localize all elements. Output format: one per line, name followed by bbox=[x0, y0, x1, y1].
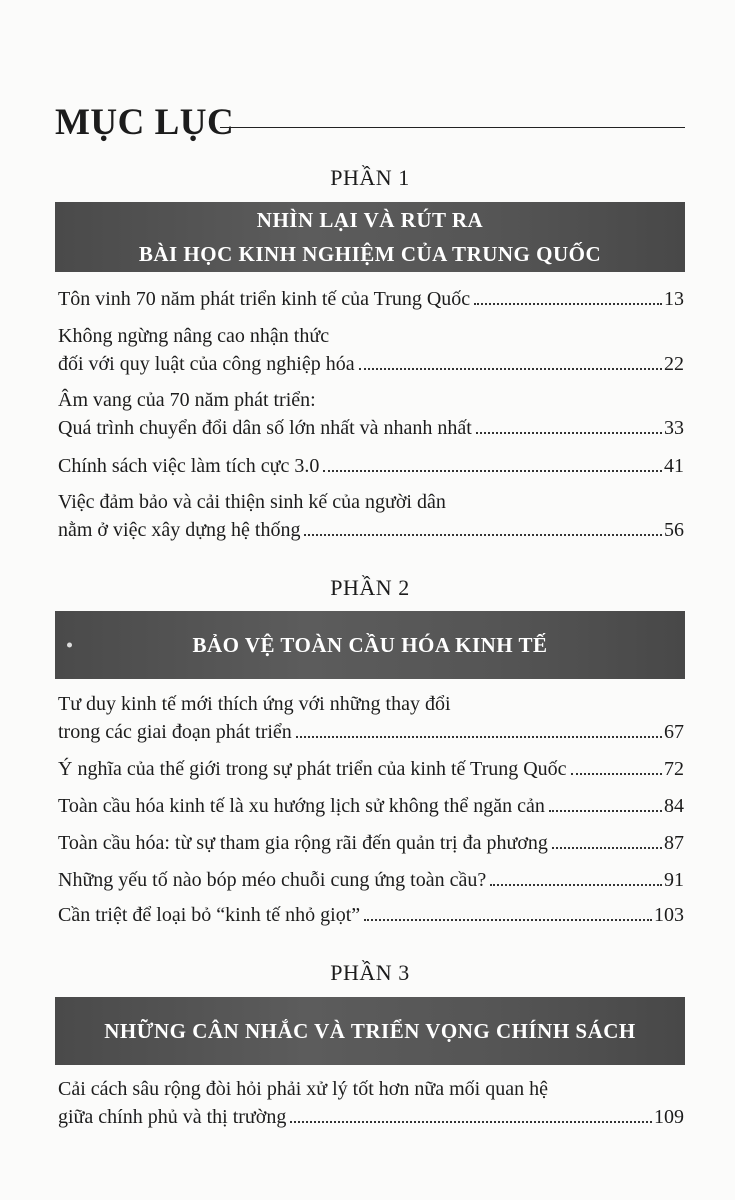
toc-entry[interactable] bbox=[58, 829, 684, 857]
entry-title: Những yếu tố nào bóp méo chuỗi cung ứng toàn cầu? bbox=[58, 869, 487, 891]
entry-title: Không ngừng nâng cao nhận thức bbox=[58, 325, 330, 347]
entry-title: Toàn cầu hóa: từ sự tham gia rộng rãi đến quản trị đa phương bbox=[58, 832, 548, 854]
entry-title: Cần triệt để loại bỏ “kinh tế nhỏ giọt” bbox=[58, 904, 361, 926]
page-number: 72 bbox=[664, 758, 684, 780]
toc-entry[interactable] bbox=[58, 901, 684, 929]
entry-title: Toàn cầu hóa kinh tế là xu hướng lịch sử không thể ngăn cản bbox=[58, 795, 545, 817]
entry-title: Âm vang của 70 năm phát triển: bbox=[58, 389, 316, 411]
page-title: MỤC LỤC bbox=[55, 102, 235, 143]
toc-entry[interactable] bbox=[58, 792, 684, 820]
part-3-banner bbox=[55, 997, 685, 1065]
page-number: 56 bbox=[664, 519, 684, 541]
entry-title: Cải cách sâu rộng đòi hỏi phải xử lý tốt hơn nữa mối quan hệ bbox=[58, 1078, 548, 1100]
entry-title-cont: đối với quy luật của công nghiệp hóa bbox=[58, 353, 355, 375]
entry-title: Tôn vinh 70 năm phát triển kinh tế của Trung Quốc bbox=[58, 288, 471, 310]
page-number: 22 bbox=[664, 353, 684, 375]
toc-entry[interactable] bbox=[58, 285, 684, 313]
part-1-banner-line-1: NHÌN LẠI VÀ RÚT RA bbox=[256, 208, 484, 232]
part-1-label: PHẦN 1 bbox=[330, 165, 410, 190]
dot-leader bbox=[323, 470, 662, 472]
toc-entry[interactable] bbox=[58, 1075, 684, 1131]
page-number: 87 bbox=[664, 832, 684, 854]
page-number: 67 bbox=[664, 721, 684, 743]
page-number: 91 bbox=[664, 869, 684, 891]
toc-heading-row bbox=[55, 98, 685, 148]
dot-leader bbox=[549, 810, 662, 812]
dot-leader bbox=[476, 432, 662, 434]
entry-title: Chính sách việc làm tích cực 3.0 bbox=[58, 455, 320, 477]
entry-title-cont: trong các giai đoạn phát triển bbox=[58, 721, 292, 743]
dot-leader bbox=[490, 884, 662, 886]
entry-title: Ý nghĩa của thế giới trong sự phát triển của kinh tế Trung Quốc bbox=[58, 758, 567, 780]
dot-leader bbox=[474, 303, 662, 305]
dot-leader bbox=[296, 736, 662, 738]
toc-entry[interactable] bbox=[58, 866, 684, 894]
dot-leader bbox=[571, 773, 662, 775]
page-number: 33 bbox=[664, 417, 684, 439]
toc-entry[interactable] bbox=[58, 690, 684, 746]
page-number: 13 bbox=[664, 288, 684, 310]
toc-entry[interactable] bbox=[58, 322, 684, 378]
entry-title: Việc đảm bảo và cải thiện sinh kế của người dân bbox=[58, 491, 446, 513]
entry-title: Tư duy kinh tế mới thích ứng với những thay đổi bbox=[58, 693, 451, 715]
part-2-label: PHẦN 2 bbox=[330, 575, 410, 600]
part-1-banner-line-2: BÀI HỌC KINH NGHIỆM CỦA TRUNG QUỐC bbox=[138, 242, 602, 266]
page-number: 109 bbox=[654, 1106, 684, 1128]
toc-entry[interactable] bbox=[58, 452, 684, 480]
part-2-banner bbox=[55, 611, 685, 679]
bullet-mark bbox=[67, 643, 72, 648]
entry-title-cont: nằm ở việc xây dựng hệ thống bbox=[58, 519, 301, 541]
part-3-label: PHẦN 3 bbox=[330, 960, 410, 985]
title-rule bbox=[220, 127, 685, 128]
part-2-banner-line-1: BẢO VỆ TOÀN CẦU HÓA KINH TẾ bbox=[192, 633, 548, 657]
page-number: 84 bbox=[664, 795, 684, 817]
dot-leader bbox=[364, 919, 652, 921]
page-number: 103 bbox=[654, 904, 684, 926]
toc-entry[interactable] bbox=[58, 755, 684, 783]
toc-entry[interactable] bbox=[58, 386, 684, 442]
dot-leader bbox=[359, 368, 662, 370]
entry-title-cont: Quá trình chuyển đổi dân số lớn nhất và nhanh nhất bbox=[58, 417, 472, 439]
part-1-banner bbox=[55, 202, 685, 272]
dot-leader bbox=[552, 847, 662, 849]
dot-leader bbox=[304, 534, 662, 536]
part-3-banner-line-1: NHỮNG CÂN NHẮC VÀ TRIỂN VỌNG CHÍNH SÁCH bbox=[104, 1019, 636, 1043]
page-number: 41 bbox=[664, 455, 684, 477]
entry-title-cont: giữa chính phủ và thị trường bbox=[58, 1106, 287, 1128]
toc-entry[interactable] bbox=[58, 488, 684, 544]
dot-leader bbox=[290, 1121, 652, 1123]
